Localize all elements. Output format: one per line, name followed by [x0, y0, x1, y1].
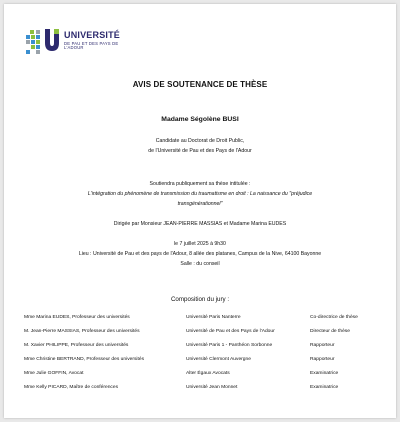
logo-u-shape-icon [44, 28, 60, 52]
jury-member-role: Rapporteur [310, 357, 335, 362]
table-row [4, 344, 396, 354]
event-date: le 7 juillet 2025 à 9h30 [174, 241, 226, 247]
table-row [4, 316, 396, 326]
document-page [4, 4, 396, 418]
event-location: Lieu : Université de Pau et des pays de l'Adour, 8 allée des platanes, Campus de la Nive, 64100 Bayonne [78, 251, 322, 257]
candidate-line-1: Candidate au Doctorat de Droit Public, [155, 138, 245, 144]
table-row [4, 330, 396, 340]
jury-member-role: Examinatrice [310, 385, 339, 390]
jury-member-institution: Université Clermont Auvergne [186, 357, 251, 362]
thesis-intro: Soutiendra publiquement sa thèse intitulée : [149, 181, 251, 187]
candidate-name: Madame Ségolène BUSI [161, 116, 239, 123]
university-logo [26, 26, 121, 58]
table-row [4, 358, 396, 368]
jury-member-institution: Université de Pau et des Pays de l'Adour [186, 329, 275, 334]
thesis-title-line-1: L'intégration du phénomène de transmission du traumatisme en droit : La naissance du "préjudice [87, 191, 313, 197]
page-title: AVIS DE SOUTENANCE DE THÈSE [132, 80, 268, 89]
candidate-line-2: de l'Université de Pau et des Pays de l'Adour [148, 148, 252, 154]
logo-name: UNIVERSITÉ [64, 30, 121, 40]
jury-member-role: Examinatrice [310, 371, 339, 376]
jury-member-institution: Université Jean Monnet [186, 385, 238, 390]
jury-member-name: M. Xavier PHILIPPE, Professeur des universités [24, 343, 129, 348]
event-room: Salle : du conseil [180, 261, 220, 267]
jury-member-name: Mme Kelly PICARD, Maître de conférences [24, 385, 119, 390]
jury-heading: Composition du jury : [170, 296, 230, 303]
jury-member-role: Directeur de thèse [310, 329, 350, 334]
logo-wordmark [64, 31, 120, 50]
jury-member-institution: Université Paris Nanterre [186, 315, 241, 320]
jury-member-role: Co-directrice de thèse [310, 315, 358, 320]
jury-member-name: M. Jean-Pierre MASSIAS, Professeur des universités [24, 329, 140, 334]
jury-member-name: Mme Julie GOFFIN, Avocat [24, 371, 84, 376]
jury-member-name: Mme Marina EUDES, Professeur des universités [24, 315, 130, 320]
jury-member-institution: Université Paris 1 - Panthéon Sorbonne [186, 343, 273, 348]
table-row [4, 372, 396, 382]
jury-member-name: Mme Christine BERTRAND, Professeur des universités [24, 357, 145, 362]
logo-subtitle: DE PAU ET DES PAYS DE L'ADOUR [64, 41, 119, 51]
thesis-direction: Dirigée par Monsieur JEAN-PIERRE MASSIAS et Madame Marina EUDES [113, 221, 287, 227]
jury-member-role: Rapporteur [310, 343, 335, 348]
table-row [4, 386, 396, 396]
jury-member-institution: Alter Égaux Avocats [186, 371, 230, 376]
thesis-title-line-2: transgénérationnel" [177, 201, 223, 207]
